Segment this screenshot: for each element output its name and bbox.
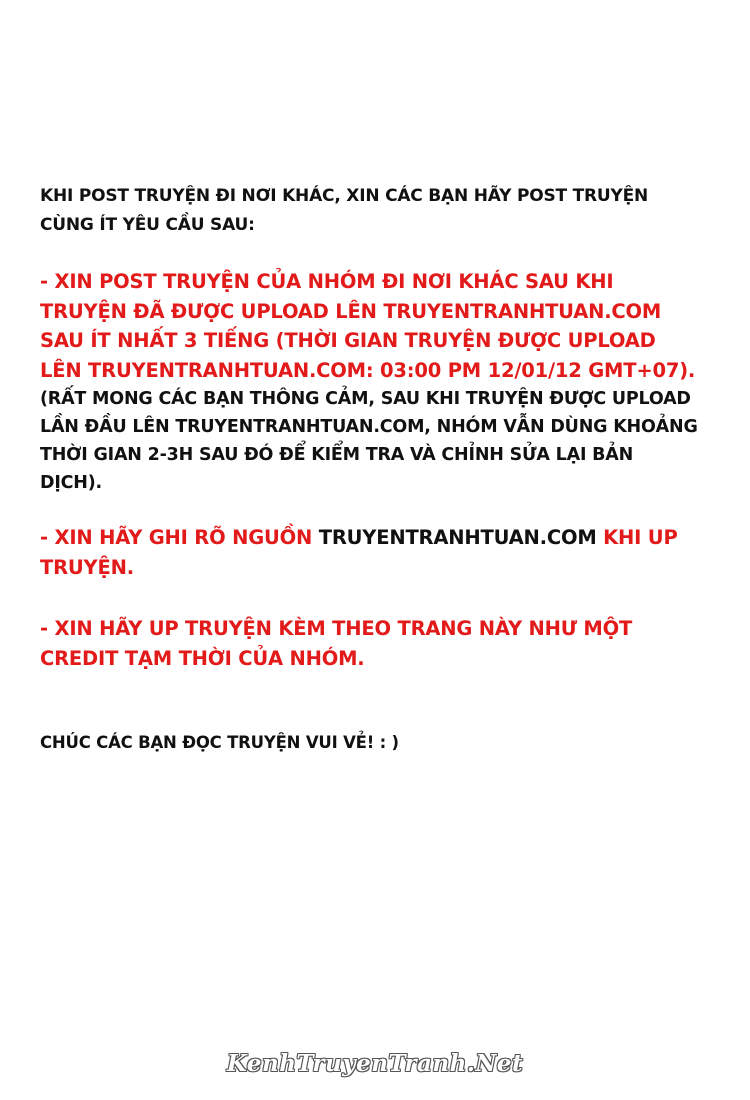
- note-line-2: LẦN ĐẦU LÊN TRUYENTRANHTUAN.COM, NHÓM VẪN DÙNG KHOẢNG: [40, 417, 698, 437]
- note-line-4: DỊCH).: [40, 473, 102, 493]
- note-paragraph: [40, 385, 720, 497]
- requirement-1-line-3: SAU ÍT NHẤT 3 TIẾNG (THỜI GIAN TRUYỆN ĐƯỢC UPLOAD: [40, 329, 656, 352]
- requirement-3-line-1: - XIN HÃY UP TRUYỆN KÈM THEO TRANG NÀY NHƯ MỘT: [40, 617, 633, 640]
- intro-paragraph: [40, 182, 720, 240]
- watermark-text: KenhTruyenTranh.Net: [226, 1050, 524, 1077]
- requirement-1-line-1: - XIN POST TRUYỆN CỦA NHÓM ĐI NƠI KHÁC SAU KHI: [40, 270, 614, 293]
- source-site-name: TRUYENTRANHTUAN.COM: [318, 526, 597, 549]
- requirement-2-prefix: - XIN HÃY GHI RÕ NGUỒN: [40, 526, 319, 549]
- requirement-2-line-2: TRUYỆN.: [40, 555, 134, 579]
- intro-line-2: CÙNG ÍT YÊU CẦU SAU:: [40, 215, 255, 235]
- requirement-3-line-2: CREDIT TẠM THỜI CỦA NHÓM.: [40, 646, 365, 670]
- requirement-2-suffix: KHI UP: [596, 526, 678, 549]
- note-line-1: (RẤT MONG CÁC BẠN THÔNG CẢM, SAU KHI TRUYỆN ĐƯỢC UPLOAD: [40, 389, 691, 409]
- requirement-3: [40, 614, 720, 673]
- intro-line-1: KHI POST TRUYỆN ĐI NƠI KHÁC, XIN CÁC BẠN HÃY POST TRUYỆN: [40, 186, 649, 206]
- closing-message: CHÚC CÁC BẠN ĐỌC TRUYỆN VUI VẺ! : ): [40, 733, 399, 752]
- requirement-2: [40, 523, 720, 582]
- requirement-2-line-1: [40, 523, 720, 553]
- requirement-1: [40, 267, 720, 385]
- note-line-3: THỜI GIAN 2-3H SAU ĐÓ ĐỂ KIỂM TRA VÀ CHỈNH SỬA LẠI BẢN: [40, 445, 634, 465]
- requirement-1-line-2: TRUYỆN ĐÃ ĐƯỢC UPLOAD LÊN TRUYENTRANHTUAN.COM: [40, 299, 662, 323]
- requirement-1-line-4: LÊN TRUYENTRANHTUAN.COM: 03:00 PM 12/01/12 GMT+07).: [40, 358, 696, 382]
